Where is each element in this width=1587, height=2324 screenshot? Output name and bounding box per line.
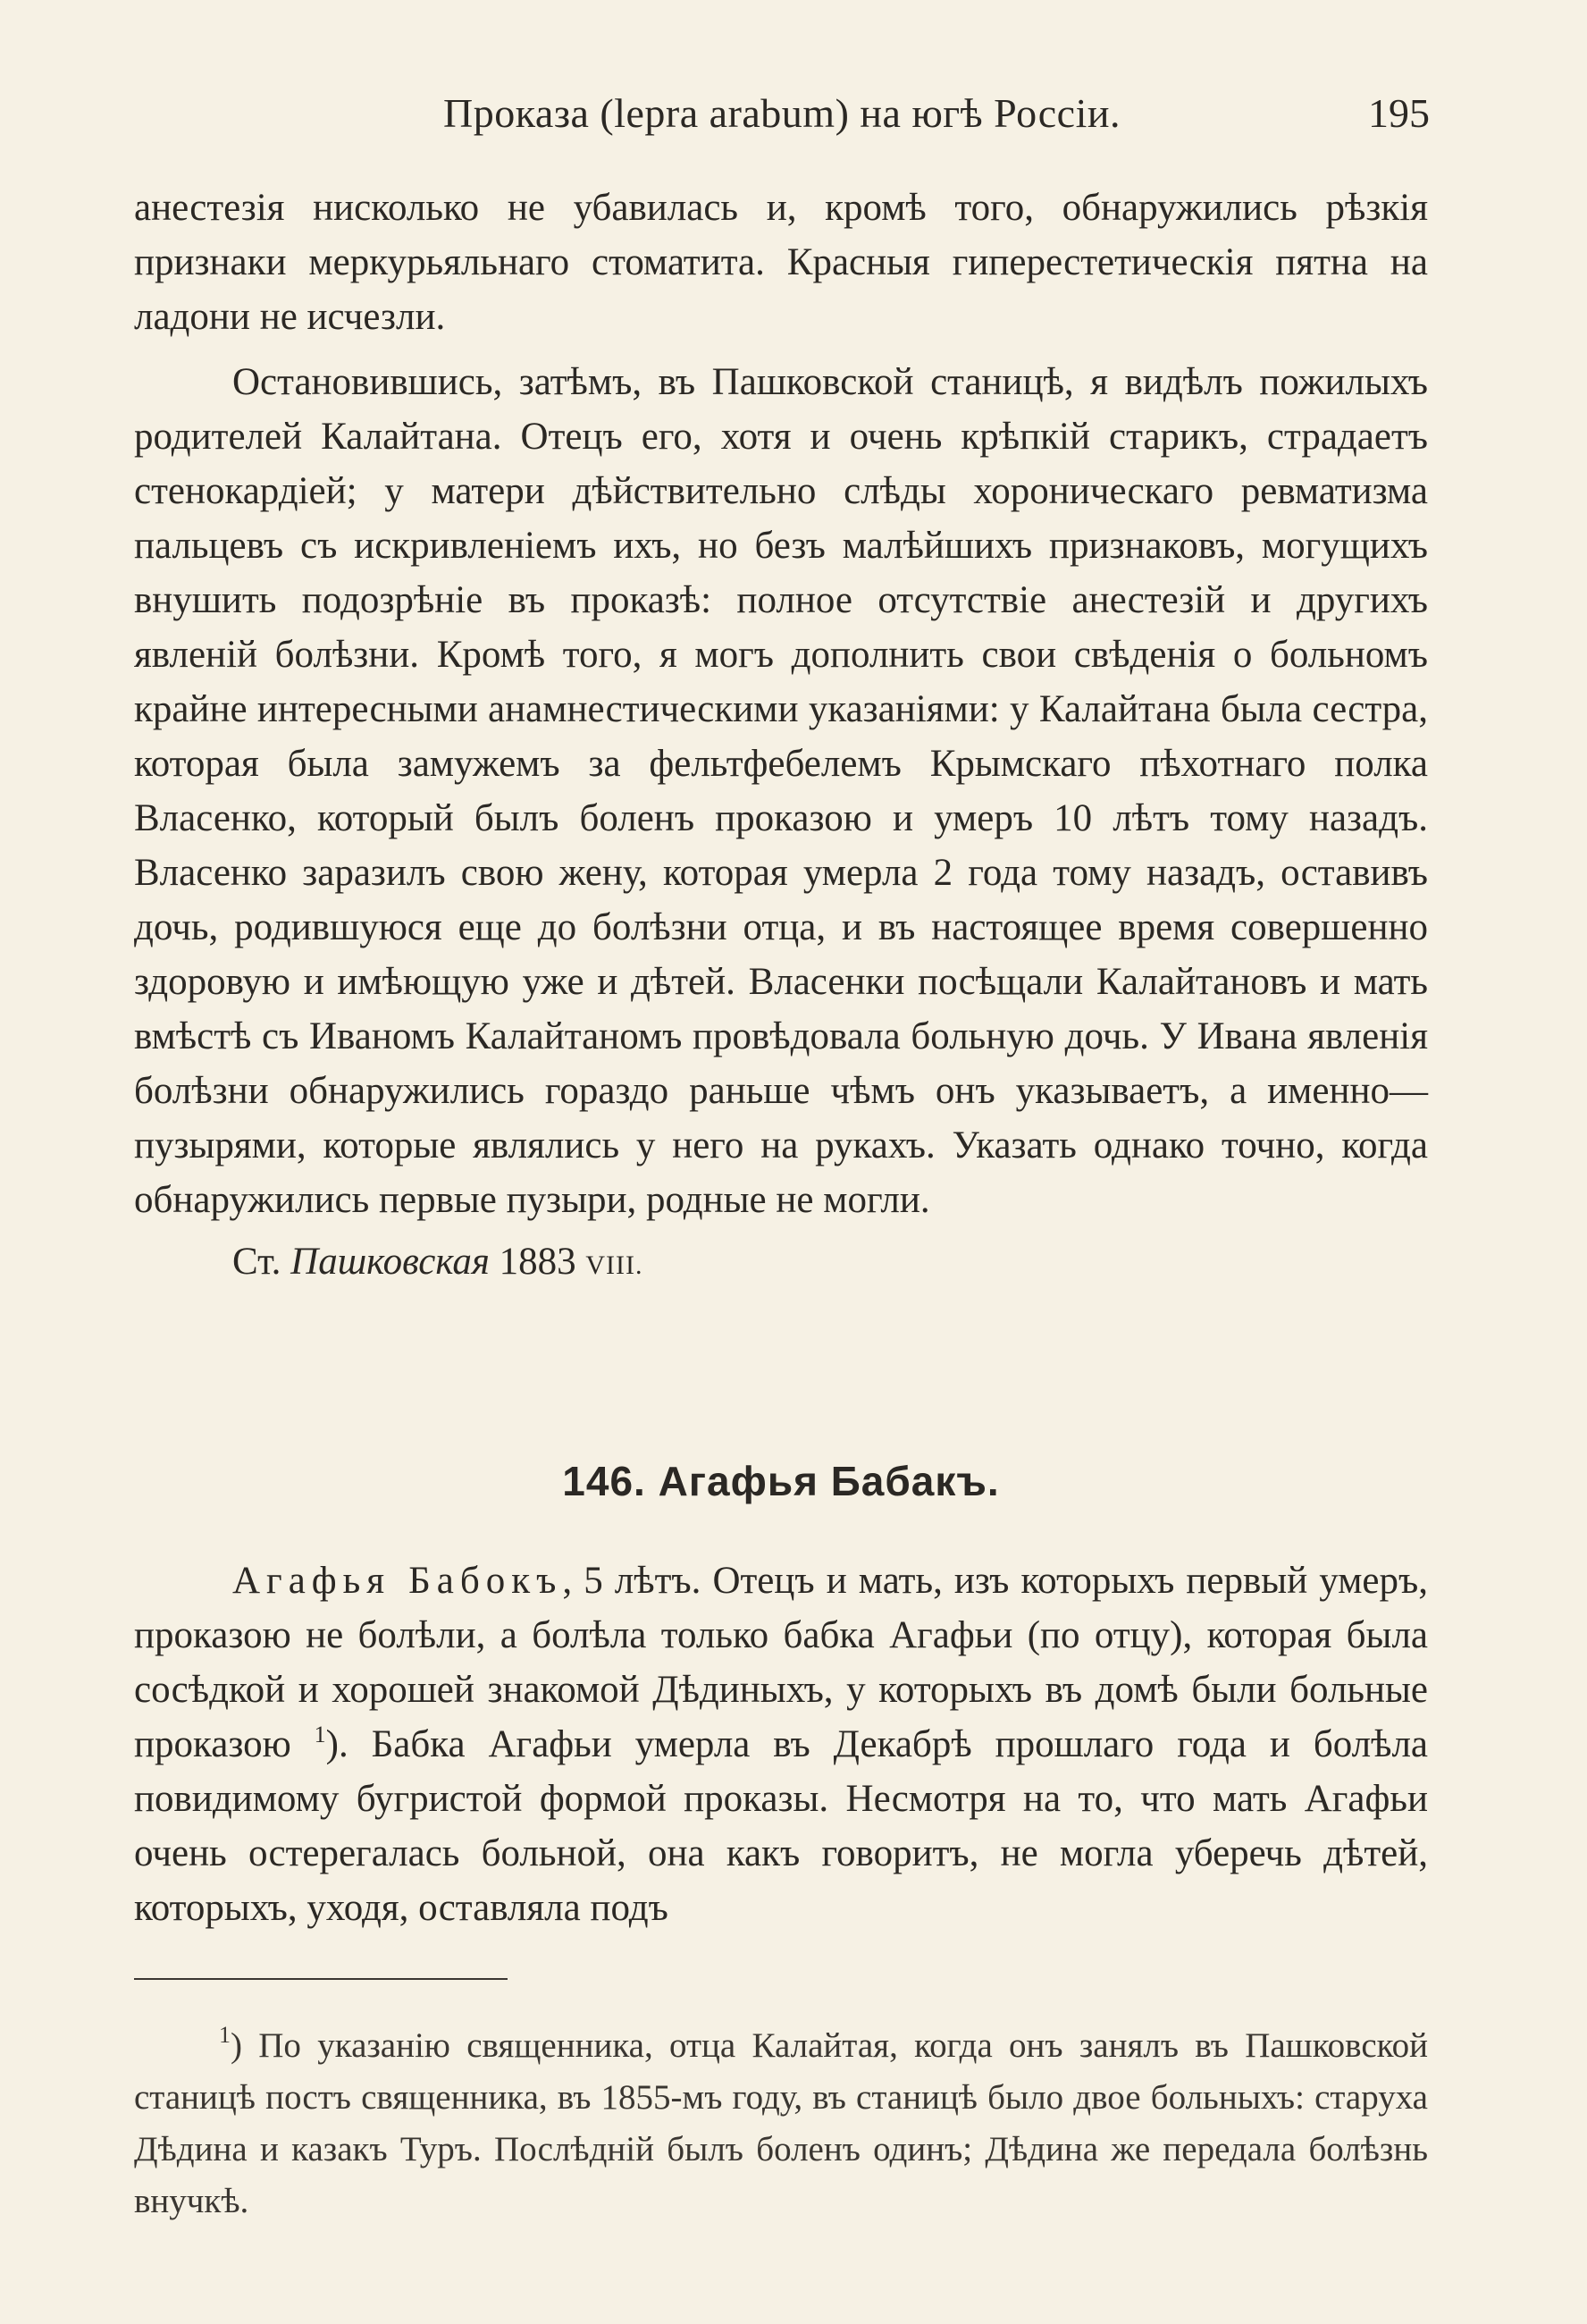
paragraph-case-146 <box>134 1554 1428 1935</box>
footnote-marker: 1 <box>219 2022 231 2048</box>
page-number: 195 <box>1368 90 1430 136</box>
footnote-reference: 1 <box>314 1722 326 1747</box>
signature-prefix: Ст. <box>232 1241 281 1283</box>
footnote-divider <box>134 1978 508 1980</box>
running-head <box>134 89 1430 143</box>
paragraph-continuation: анестезія нисколько не убавилась и, кромѣ того, обнаружились рѣзкія признаки меркурьяльнаго стоматита. Красныя гиперестетическія пятна на ладони не исчезли. <box>134 187 1428 338</box>
case-text-part-2: ). Бабка Агафьи умерла въ Декабрѣ прошлаго года и болѣла повидимому бугристой формой проказы. Несмотря на то, что мать Агафьи очень остерегалась больной, она какъ говоритъ, не могла уберечь дѣтей, которыхъ, уходя, оставляла подъ <box>134 1723 1429 1929</box>
footnote <box>134 2020 1428 2227</box>
case-text-part-1: , 5 лѣтъ. Отецъ и мать, изъ которыхъ первый умеръ, проказою не болѣли, а болѣла только бабка Агафьи (по отцу), которая была сосѣдкой и хорошей знакомой Дѣдиныхъ, у которыхъ въ домѣ были больные проказою <box>134 1560 1428 1765</box>
signature-year: 1883 <box>499 1241 576 1283</box>
paragraph-parents: Остановившись, затѣмъ, въ Пашковской станицѣ, я видѣлъ пожилыхъ родителей Калайтана. Отецъ его, хотя и очень крѣпкій старикъ, страдаетъ стенокардіей; у матери дѣйствительно слѣды хороническаго ревматизма пальцевъ съ искривленіемъ ихъ, но безъ малѣйшихъ признаковъ, могущихъ внушить подозрѣніе въ проказѣ: полное отсутствіе анестезій и другихъ явленій болѣзни. Кромѣ того, я могъ дополнить свои свѣденія о больномъ крайне интересными анамнестическими указаніями: у Калайтана была сестра, которая была замужемъ за фельтфебелемъ Крымскаго пѣхотнаго полка Власенко, который былъ боленъ проказою и умеръ 10 лѣтъ тому назадъ. Власенко заразилъ свою жену, которая умерла 2 года тому назадъ, оставивъ дочь, родившуюся еще до болѣзни отца, и въ настоящее время совершенно здоровую и имѣющую уже и дѣтей. Власенки посѣщали Калайтановъ и мать вмѣстѣ съ Иваномъ Калайтаномъ провѣдовала больную дочь. У Ивана явленія болѣзни обнаружились гораздо раньше чѣмъ онъ указываетъ, а именно—пузырями, которые являлись у него на рукахъ. Указать однако точно, когда обнаружились первые пузыри, родные не могли. <box>134 361 1428 1221</box>
case-heading: 146. Агафья Бабакъ. <box>562 1458 1000 1504</box>
signature-month: VIII. <box>585 1250 643 1280</box>
running-title: Проказа (lepra arabum) на югѣ Россіи. <box>443 90 1121 136</box>
case-text <box>134 1554 1428 1935</box>
body-text <box>134 181 1428 1293</box>
place-date-signature <box>134 1234 1428 1293</box>
footnote-text: ) По указанію священника, отца Калайтая, когда онъ занялъ въ Пашковской станицѣ постъ священника, въ 1855-мъ году, въ станицѣ было двое больныхъ: старуха Дѣдина и казакъ Туръ. Послѣдній былъ боленъ одинъ; Дѣдина же передала болѣзнь внучкѣ. <box>134 2026 1428 2220</box>
patient-name: Агафья Бабокъ <box>232 1560 563 1602</box>
signature-place: Пашковская <box>290 1241 490 1283</box>
footnote-paragraph <box>134 2020 1428 2227</box>
